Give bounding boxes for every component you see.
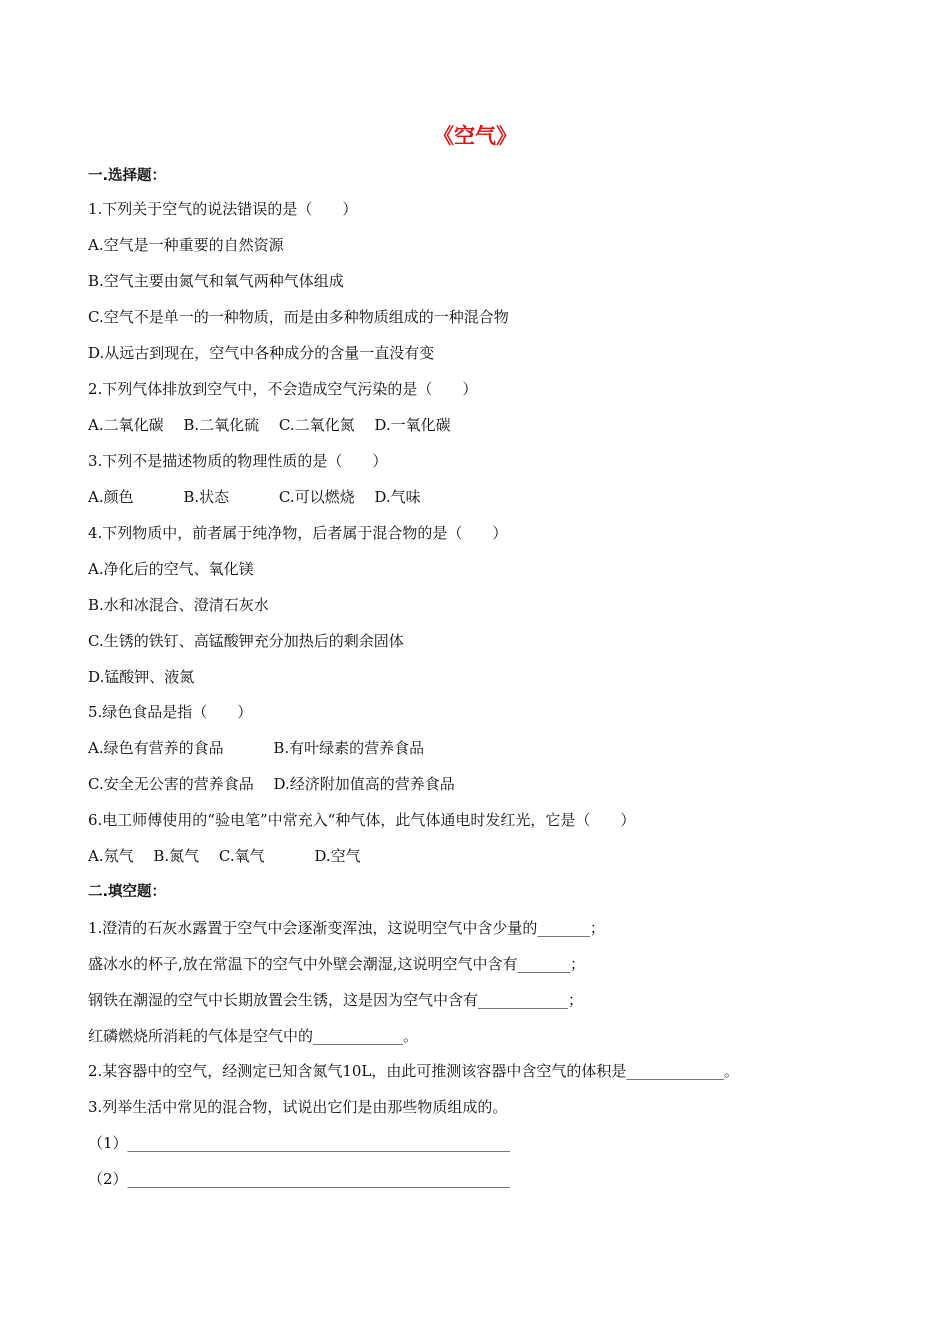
- option-line: C.空气不是单一的一种物质，而是由多种物质组成的一种混合物: [88, 308, 509, 326]
- option-line: A.绿色有营养的食品 B.有叶绿素的营养食品: [88, 739, 425, 757]
- question-line: 3.下列不是描述物质的物理性质的是（ ）: [88, 452, 388, 470]
- option-line: A.空气是一种重要的自然资源: [88, 236, 284, 254]
- option-line: C.安全无公害的营养食品 D.经济附加值高的营养食品: [88, 775, 455, 793]
- section-heading-fill: 二.填空题：: [88, 884, 167, 900]
- answer-line: （2）___________________________________________________: [88, 1170, 511, 1188]
- option-line: B.水和冰混合、澄清石灰水: [88, 596, 269, 614]
- document-title: 《空气》: [433, 124, 517, 148]
- fill-line: 2.某容器中的空气，经测定已知含氮气10L，由此可推测该容器中含空气的体积是_____________。: [88, 1062, 739, 1080]
- fill-line: 3.列举生活中常见的混合物，试说出它们是由那些物质组成的。: [88, 1098, 508, 1116]
- option-line: D.锰酸钾、液氮: [88, 668, 195, 686]
- question-line: 6.电工师傅使用的“验电笔”中常充入“种气体，此气体通电时发红光，它是（ ）: [88, 811, 636, 829]
- option-line: B.空气主要由氮气和氧气两种气体组成: [88, 272, 344, 290]
- option-line: A.氖气 B.氮气 C.氧气 D.空气: [88, 847, 361, 865]
- question-line: 1.下列关于空气的说法错误的是（ ）: [88, 200, 358, 218]
- question-line: 5.绿色食品是指（ ）: [88, 703, 253, 721]
- fill-line: 红磷燃烧所消耗的气体是空气中的____________。: [88, 1027, 419, 1045]
- option-line: C.生锈的铁钉、高锰酸钾充分加热后的剩余固体: [88, 632, 404, 650]
- question-line: 2.下列气体排放到空气中，不会造成空气污染的是（ ）: [88, 380, 478, 398]
- section-heading-choice: 一.选择题：: [88, 168, 167, 184]
- fill-line: 1.澄清的石灰水露置于空气中会逐渐变浑浊，这说明空气中含少量的_______；: [88, 919, 605, 937]
- option-line: A.颜色 B.状态 C.可以燃烧 D.气味: [88, 488, 421, 506]
- fill-line: 钢铁在潮湿的空气中长期放置会生锈，这是因为空气中含有____________；: [88, 991, 584, 1009]
- option-line: D.从远古到现在，空气中各种成分的含量一直没有变: [88, 344, 435, 362]
- question-line: 4.下列物质中，前者属于纯净物，后者属于混合物的是（ ）: [88, 524, 508, 542]
- option-line: A.二氧化碳 B.二氧化硫 C.二氧化氮 D.一氧化碳: [88, 416, 451, 434]
- fill-line: 盛冰水的杯子,放在常温下的空气中外壁会潮湿,这说明空气中含有_______；: [88, 955, 586, 973]
- answer-line: （1）___________________________________________________: [88, 1134, 511, 1152]
- option-line: A.净化后的空气、氧化镁: [88, 560, 254, 578]
